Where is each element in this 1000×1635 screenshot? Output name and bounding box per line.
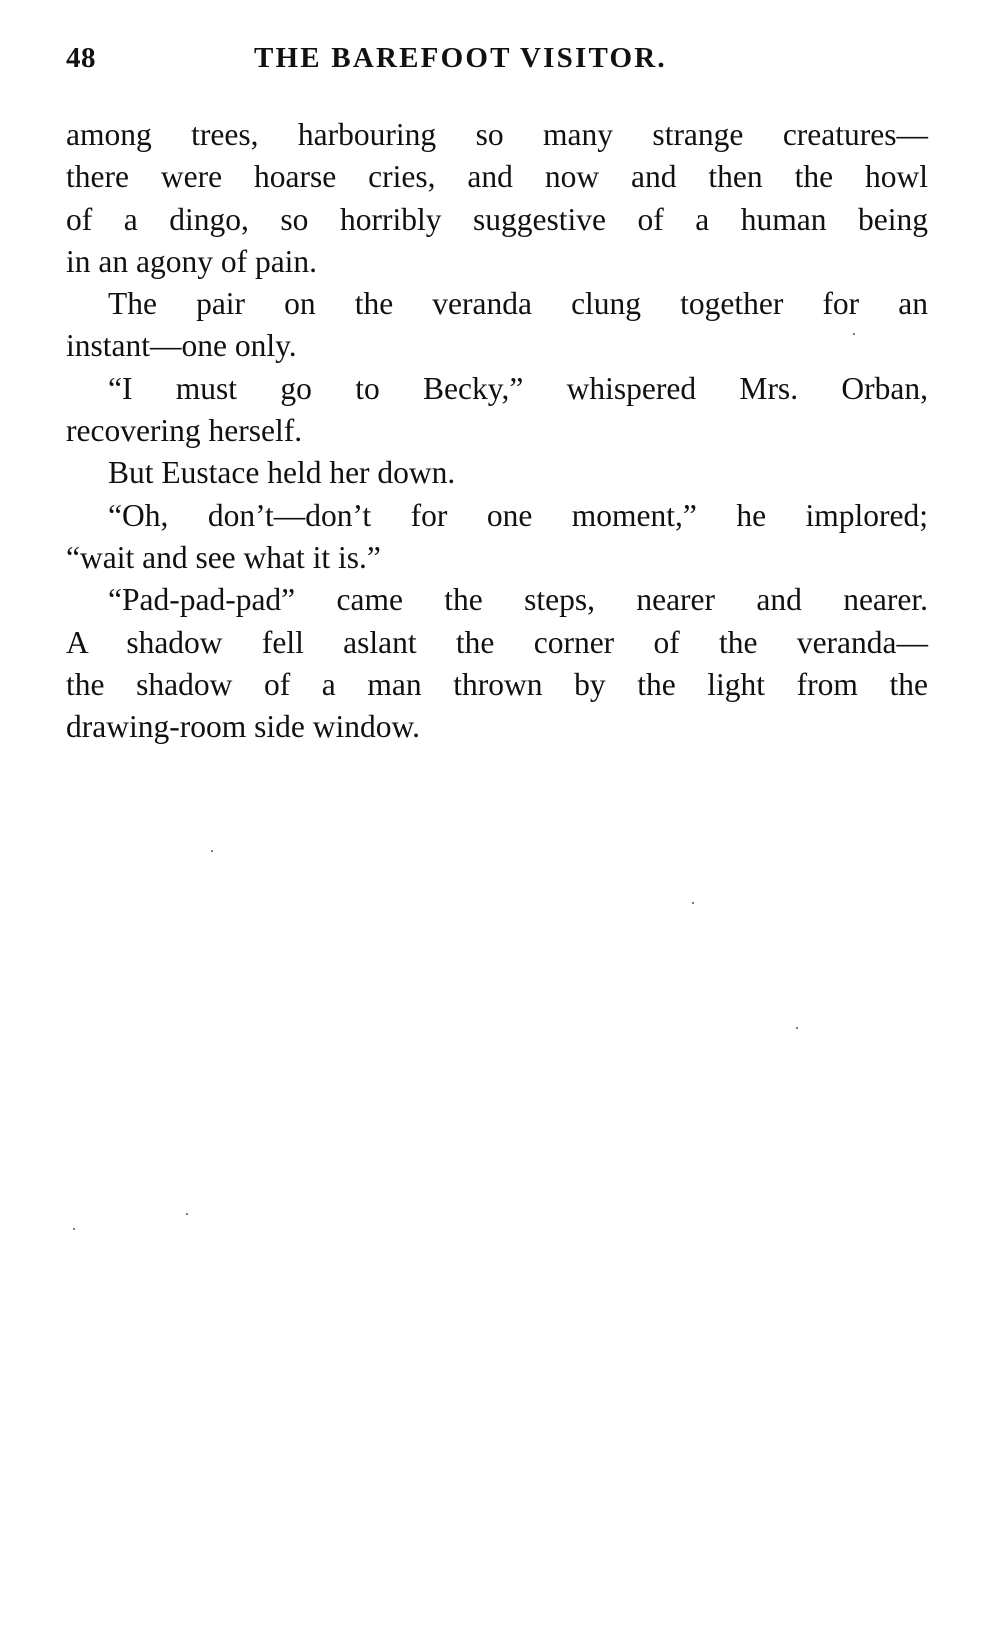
text-line: “Pad-pad-pad” came the steps, nearer and nearer. (108, 582, 928, 618)
text-line: recovering herself. (66, 413, 303, 449)
text-line: But Eustace held her down. (108, 455, 456, 491)
body-text (66, 114, 928, 748)
text-line: instant—one only. (66, 328, 297, 364)
paper-speck (692, 902, 694, 904)
text-line: A shadow fell aslant the corner of the veranda— (66, 624, 928, 660)
text-line: in an agony of pain. (66, 243, 318, 279)
text-line: drawing-room side window. (66, 709, 421, 745)
page-number: 48 (66, 42, 96, 74)
text-line: “wait and see what it is.” (66, 539, 381, 575)
text-line: “I must go to Becky,” whispered Mrs. Orban, (108, 370, 928, 406)
paper-speck (73, 1228, 75, 1230)
text-line: the shadow of a man thrown by the light from the (66, 666, 928, 702)
paper-speck (796, 1027, 798, 1029)
text-line: there were hoarse cries, and now and then the howl (66, 159, 928, 195)
paper-speck (186, 1213, 188, 1215)
text-line: “Oh, don’t—don’t for one moment,” he implored; (108, 497, 928, 533)
paper-speck (853, 333, 855, 335)
paper-speck (211, 850, 213, 852)
book-title: THE BAREFOOT VISITOR. (254, 42, 667, 74)
text-line: of a dingo, so horribly suggestive of a human being (66, 201, 928, 237)
text-line: among trees, harbouring so many strange creatures— (66, 117, 928, 152)
running-head (66, 42, 926, 86)
text-line: The pair on the veranda clung together for an (108, 286, 928, 322)
